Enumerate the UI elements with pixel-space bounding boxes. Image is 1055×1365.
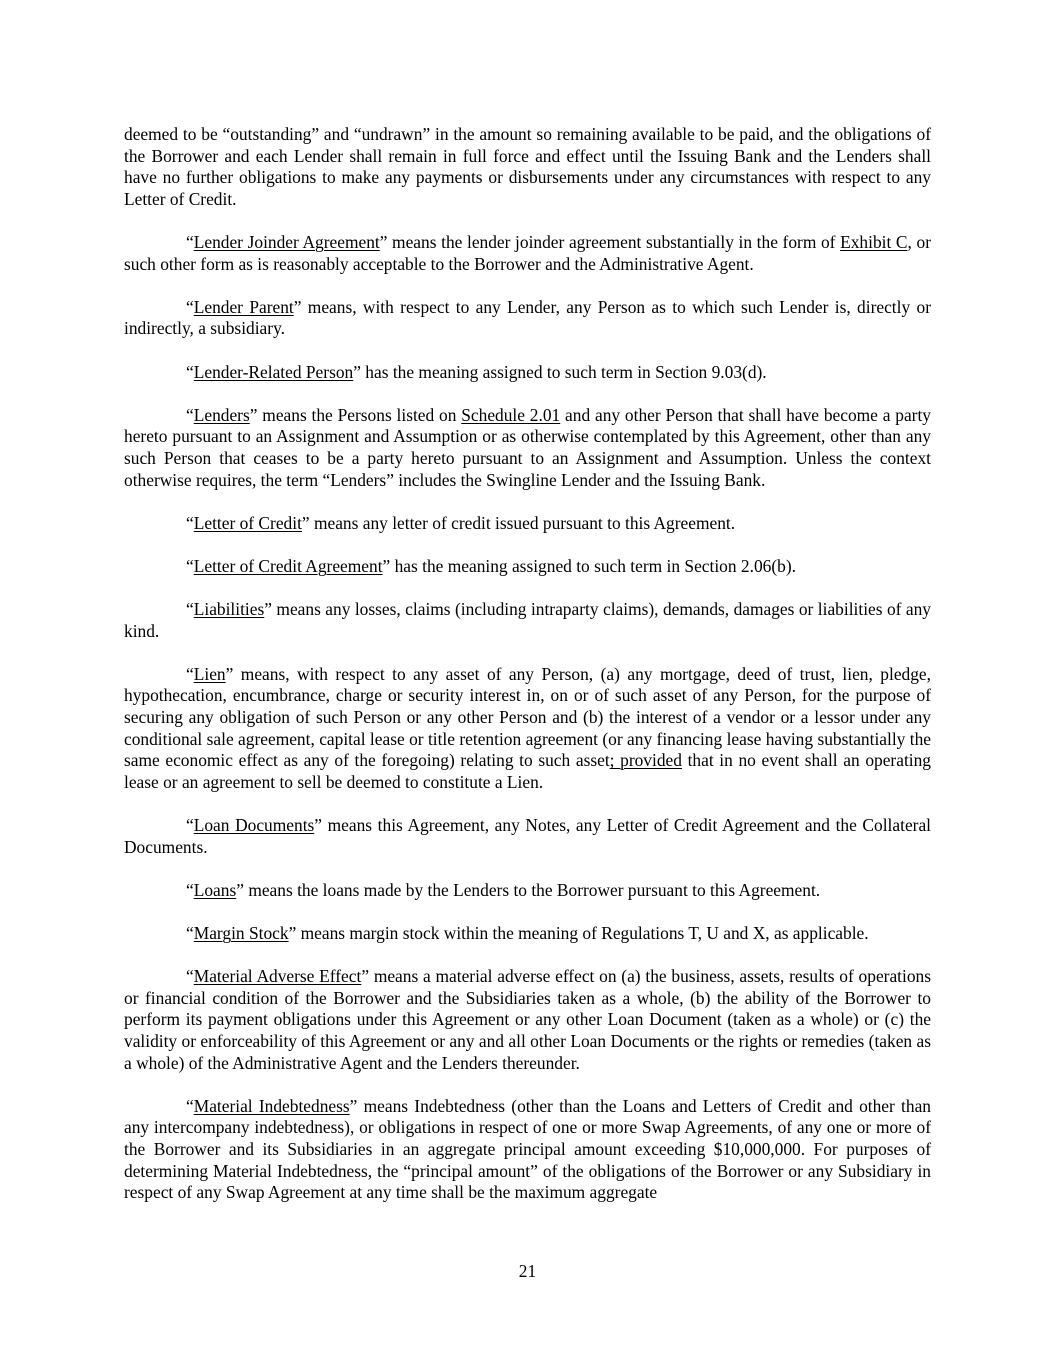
definition-text: ” means a material adverse effect on (a) the business, assets, results of operations or financial condition of the Borrower and the Subsidiaries taken as a whole, (b) the ability of the Borrower to perform its payment obligations under this Agreement or any other Loan Document (taken as a whole) or (c) the validity or enforceability of this Agreement or any and all other Loan Documents or the rights or remedies (taken as a whole) of the Administrative Agent and the Lenders thereunder. <box>124 966 931 1073</box>
definition-liabilities: “Liabilities” means any losses, claims (including intraparty claims), demands, damages or liabilities of any kind. <box>124 599 931 641</box>
definition-material-adverse-effect: “Material Adverse Effect” means a material adverse effect on (a) the business, assets, results of operations or financial condition of the Borrower and the Subsidiaries taken as a whole, (b) the ability of the Borrower to perform its payment obligations under this Agreement or any other Loan Document (taken as a whole) or (c) the validity or enforceability of this Agreement or any and all other Loan Documents or the rights or remedies (taken as a whole) of the Administrative Agent and the Lenders thereunder. <box>124 966 931 1073</box>
defined-term: Lender Joinder Agreement <box>193 231 380 252</box>
definition-letter-of-credit-agreement: “Letter of Credit Agreement” has the meaning assigned to such term in Section 2.06(b). <box>186 555 796 576</box>
definition-text: ” means any letter of credit issued pursuant to this Agreement. <box>301 512 736 533</box>
definition-text: ” means this Agreement, any Notes, any Letter of Credit Agreement and the Collateral Documents. <box>124 815 932 857</box>
definition-text: ” means, with respect to any asset of any Person, (a) any mortgage, deed of trust, lien, pledge, hypothecation, encumbrance, charge or security interest in, on or of such asset of any Person, for the purpose of securing any obligation of such Person or any other Person and (b) the interest of a vendor or a lessor under any conditional sale agreement, capital lease or title retention agreement (or any financing lease having substantially the same economic effect as any of the foregoing) relating to such asset <box>124 663 931 771</box>
definition-text: , or such other form as is reasonably acceptable to the Borrower and the Administrative Agent. <box>124 231 931 274</box>
definition-lien: “Lien” means, with respect to any asset of any Person, (a) any mortgage, deed of trust, lien, pledge, hypothecation, encumbrance, charge or security interest in, on or of such asset of any Person, for the purpose of securing any obligation of such Person or any other Person and (b) the interest of a vendor or a lessor under any conditional sale agreement, capital lease or title retention agreement (or any financing lease having substantially the same economic effect as any of the foregoing) relating to such asset; provided that in no event shall an operating lease or an agreement to sell be deemed to constitute a Lien. <box>124 663 932 792</box>
definition-text: ” has the meaning assigned to such term in Section 2.06(b). <box>382 555 796 576</box>
defined-term: Loans <box>193 879 237 900</box>
continuation-paragraph: deemed to be “outstanding” and “undrawn” in the amount so remaining available to be paid, and the obligations of the Borrower and each Lender shall remain in full force and effect until the Issuing Bank and the Lenders shall have no further obligations to make any payments or disbursements under any circumstances with respect to any Letter of Credit. <box>124 124 931 209</box>
defined-term: Loan Documents <box>193 815 315 835</box>
defined-term: Liabilities <box>193 599 265 620</box>
definition-text: and any other Person that shall have become a party hereto pursuant to an Assignment and Assumption or as otherwise contemplated by this Agreement, other than any such Person that ceases to be a party hereto pursuant to an Assignment and Assumption. Unless the context otherwise requires, the term “Lenders” includes the Swingline Lender and the Issuing Bank. <box>124 404 931 490</box>
definition-loans: “Loans” means the loans made by the Lenders to the Borrower pursuant to this Agreement. <box>186 879 821 900</box>
defined-term: Lien <box>193 663 226 684</box>
definition-lender-related-person: “Lender-Related Person” has the meaning assigned to such term in Section 9.03(d). <box>186 361 767 382</box>
defined-term: Lender-Related Person <box>193 361 354 382</box>
definition-lender-parent: “Lender Parent” means, with respect to any Lender, any Person as to which such Lender is, directly or indirectly, a subsidiary. <box>124 296 931 339</box>
defined-term: Material Indebtedness <box>193 1095 350 1116</box>
defined-term: Material Adverse Effect <box>193 966 362 987</box>
definition-material-indebtedness: “Material Indebtedness” means Indebtedness (other than the Loans and Letters of Credit and other than any intercompany indebtedness), or obligations in respect of one or more Swap Agreements, of any one or more of the Borrower and its Subsidiaries in an aggregate principal amount exceeding $10,000,000. For purposes of determining Material Indebtedness, the “principal amount” of the obligations of the Borrower or any Subsidiary in respect of any Swap Agreement at any time shall be the maximum aggregate <box>124 1095 931 1203</box>
definition-text: ” means margin stock within the meaning of Regulations T, U and X, as applicable. <box>288 922 869 943</box>
proviso-term: ; provided <box>609 750 682 771</box>
definition-text: ” means the Persons listed on <box>249 404 462 425</box>
definition-text: ” means any losses, claims (including intraparty claims), demands, damages or liabilities of any kind. <box>124 599 931 641</box>
defined-term: Letter of Credit <box>193 512 302 533</box>
definition-text: ” means Indebtedness (other than the Loans and Letters of Credit and other than any intercompany indebtedness), or obligations in respect of one or more Swap Agreements, of any one or more of the Borrower and its Subsidiaries in an aggregate principal amount exceeding $10,000,000. For purposes of determining Material Indebtedness, the “principal amount” of the obligations of the Borrower or any Subsidiary in respect of any Swap Agreement at any time shall be the maximum aggregate <box>124 1095 931 1203</box>
definition-text: ” means, with respect to any Lender, any Person as to which such Lender is, directly or indirectly, a subsidiary. <box>124 296 931 339</box>
definition-letter-of-credit: “Letter of Credit” means any letter of credit issued pursuant to this Agreement. <box>186 512 736 533</box>
defined-term: Margin Stock <box>193 922 289 943</box>
definition-lender-joinder-agreement: “Lender Joinder Agreement” means the lender joinder agreement substantially in the form of Exhibit C, or such other form as is reasonably acceptable to the Borrower and the Administrative Agent. <box>124 231 931 274</box>
definition-margin-stock: “Margin Stock” means margin stock within the meaning of Regulations T, U and X, as applicable. <box>186 922 869 943</box>
definition-text: ” has the meaning assigned to such term in Section 9.03(d). <box>353 361 767 382</box>
page-number: 21 <box>518 1261 537 1281</box>
cross-reference: Schedule 2.01 <box>461 404 561 425</box>
page-body <box>124 124 931 1225</box>
definition-text: ” means the loans made by the Lenders to the Borrower pursuant to this Agreement. <box>236 879 821 900</box>
definition-text: ” means the lender joinder agreement substantially in the form of <box>379 231 841 252</box>
definition-lenders: “Lenders” means the Persons listed on Schedule 2.01 and any other Person that shall have become a party hereto pursuant to an Assignment and Assumption or as otherwise contemplated by this Agreement, other than any such Person that ceases to be a party hereto pursuant to an Assignment and Assumption. Unless the context otherwise requires, the term “Lenders” includes the Swingline Lender and the Issuing Bank. <box>124 404 931 490</box>
definition-text: that in no event shall an operating lease or an agreement to sell be deemed to constitute a Lien. <box>124 750 932 792</box>
definition-loan-documents: “Loan Documents” means this Agreement, any Notes, any Letter of Credit Agreement and the Collateral Documents. <box>124 815 932 857</box>
defined-term: Lenders <box>193 404 250 425</box>
defined-term: Letter of Credit Agreement <box>193 555 383 576</box>
defined-term: Lender Parent <box>193 296 294 317</box>
cross-reference: Exhibit C <box>840 231 908 252</box>
